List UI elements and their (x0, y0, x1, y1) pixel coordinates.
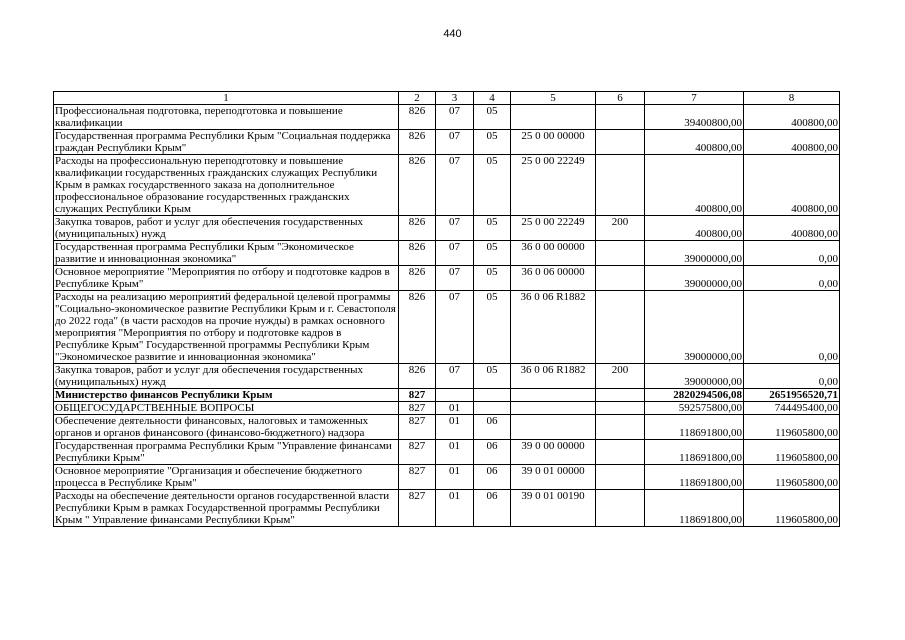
table-row (54, 415, 840, 440)
table-row (54, 465, 840, 490)
expense-type-code (596, 291, 645, 364)
row-name: Профессиональная подготовка, переподготовка и повышение квалификации (54, 105, 399, 130)
row-name: Государственная программа Республики Крым "Управление финансами Республики Крым" (54, 440, 399, 465)
expense-type-code (596, 465, 645, 490)
chapter-code: 827 (399, 415, 436, 440)
target-article-code (511, 415, 596, 440)
amount-year-1: 118691800,00 (645, 415, 744, 440)
amount-year-2: 0,00 (744, 241, 840, 266)
budget-table (53, 91, 840, 527)
amount-year-1: 39000000,00 (645, 266, 744, 291)
chapter-code: 827 (399, 440, 436, 465)
row-name: Основное мероприятие "Мероприятия по отбору и подготовке кадров в Республике Крым" (54, 266, 399, 291)
subsection-code: 05 (474, 105, 511, 130)
row-name: Государственная программа Республики Крым "Экономическое развитие и инновационная экономика" (54, 241, 399, 266)
table-row (54, 364, 840, 389)
section-code (436, 389, 474, 402)
header-cell: 5 (511, 92, 596, 105)
amount-year-2: 0,00 (744, 291, 840, 364)
amount-year-2: 0,00 (744, 364, 840, 389)
chapter-code: 826 (399, 241, 436, 266)
target-article-code: 36 0 06 R1882 (511, 291, 596, 364)
section-code: 07 (436, 155, 474, 216)
chapter-code: 826 (399, 364, 436, 389)
chapter-code: 826 (399, 105, 436, 130)
subsection-code: 05 (474, 364, 511, 389)
subsection-code: 06 (474, 490, 511, 527)
amount-year-1: 400800,00 (645, 130, 744, 155)
section-code: 07 (436, 105, 474, 130)
amount-year-2: 400800,00 (744, 155, 840, 216)
amount-year-1: 118691800,00 (645, 440, 744, 465)
section-code: 07 (436, 266, 474, 291)
section-code: 07 (436, 216, 474, 241)
target-article-code (511, 402, 596, 415)
expense-type-code (596, 440, 645, 465)
target-article-code: 25 0 00 00000 (511, 130, 596, 155)
amount-year-1: 39400800,00 (645, 105, 744, 130)
section-code: 07 (436, 130, 474, 155)
subsection-code: 05 (474, 291, 511, 364)
subsection-code: 06 (474, 415, 511, 440)
subsection-code: 06 (474, 465, 511, 490)
section-code: 01 (436, 415, 474, 440)
amount-year-2: 119605800,00 (744, 415, 840, 440)
section-code: 01 (436, 402, 474, 415)
expense-type-code: 200 (596, 364, 645, 389)
row-name: Расходы на реализацию мероприятий федеральной целевой программы "Социально-экономическое развитие Республики Крым и г. Севастополя до 2022 года" (в части расходов на прочие нужды) в рамках основного мероприятия "Мероприятия по отбору и подготовке кадров в Республике Крым" Государственной программы Республики Крым "Экономическое развитие и инновационная экономика" (54, 291, 399, 364)
amount-year-2: 400800,00 (744, 105, 840, 130)
table-row (54, 490, 840, 527)
row-name: Расходы на профессиональную переподготовку и повышение квалификации государственных гражданских служащих Республики Крым в рамках государственного заказа на дополнительное профессиональное образование государственных гражданских служащих Республики Крым (54, 155, 399, 216)
row-name: ОБЩЕГОСУДАРСТВЕННЫЕ ВОПРОСЫ (54, 402, 399, 415)
table-row (54, 130, 840, 155)
amount-year-1: 592575800,00 (645, 402, 744, 415)
amount-year-2: 400800,00 (744, 130, 840, 155)
table-row (54, 266, 840, 291)
header-cell: 4 (474, 92, 511, 105)
row-name: Расходы на обеспечение деятельности органов государственной власти Республики Крым в рамках Государственной программы Республики Крым " Управление финансами Республики Крым" (54, 490, 399, 527)
amount-year-2: 400800,00 (744, 216, 840, 241)
expense-type-code (596, 415, 645, 440)
chapter-code: 827 (399, 389, 436, 402)
target-article-code: 39 0 01 00000 (511, 465, 596, 490)
target-article-code: 25 0 00 22249 (511, 155, 596, 216)
amount-year-1: 118691800,00 (645, 490, 744, 527)
row-name: Министерство финансов Республики Крым (54, 389, 399, 402)
target-article-code (511, 389, 596, 402)
subsection-code (474, 402, 511, 415)
header-cell: 6 (596, 92, 645, 105)
expense-type-code (596, 130, 645, 155)
chapter-code: 827 (399, 490, 436, 527)
expense-type-code (596, 155, 645, 216)
page-number: 440 (443, 28, 462, 40)
row-name: Закупка товаров, работ и услуг для обеспечения государственных (муниципальных) нужд (54, 364, 399, 389)
table-row (54, 440, 840, 465)
section-code: 01 (436, 440, 474, 465)
amount-year-2: 119605800,00 (744, 440, 840, 465)
amount-year-1: 39000000,00 (645, 241, 744, 266)
amount-year-2: 744495400,00 (744, 402, 840, 415)
row-name: Основное мероприятие "Организация и обеспечение бюджетного процесса в Республике Крым" (54, 465, 399, 490)
table-row (54, 291, 840, 364)
header-cell: 7 (645, 92, 744, 105)
target-article-code (511, 105, 596, 130)
header-cell: 8 (744, 92, 840, 105)
chapter-code: 827 (399, 402, 436, 415)
header-cell: 1 (54, 92, 399, 105)
expense-type-code (596, 389, 645, 402)
table-row (54, 105, 840, 130)
target-article-code: 39 0 01 00190 (511, 490, 596, 527)
subsection-code: 05 (474, 216, 511, 241)
amount-year-1: 400800,00 (645, 216, 744, 241)
chapter-code: 826 (399, 130, 436, 155)
row-name: Обеспечение деятельности финансовых, налоговых и таможенных органов и органов финансового (финансово-бюджетного) надзора (54, 415, 399, 440)
amount-year-2: 119605800,00 (744, 490, 840, 527)
row-name: Государственная программа Республики Крым "Социальная поддержка граждан Республики Крым" (54, 130, 399, 155)
section-code: 01 (436, 465, 474, 490)
chapter-code: 826 (399, 291, 436, 364)
section-code: 07 (436, 241, 474, 266)
subsection-code (474, 389, 511, 402)
table-row (54, 389, 840, 402)
subsection-code: 06 (474, 440, 511, 465)
table-header-row (54, 92, 840, 105)
header-cell: 2 (399, 92, 436, 105)
section-code: 01 (436, 490, 474, 527)
target-article-code: 25 0 00 22249 (511, 216, 596, 241)
amount-year-1: 39000000,00 (645, 364, 744, 389)
expense-type-code (596, 490, 645, 527)
subsection-code: 05 (474, 155, 511, 216)
target-article-code: 36 0 06 00000 (511, 266, 596, 291)
amount-year-1: 118691800,00 (645, 465, 744, 490)
expense-type-code: 200 (596, 216, 645, 241)
section-code: 07 (436, 364, 474, 389)
header-cell: 3 (436, 92, 474, 105)
expense-type-code (596, 266, 645, 291)
subsection-code: 05 (474, 130, 511, 155)
amount-year-1: 2820294506,08 (645, 389, 744, 402)
chapter-code: 827 (399, 465, 436, 490)
subsection-code: 05 (474, 266, 511, 291)
amount-year-2: 0,00 (744, 266, 840, 291)
target-article-code: 36 0 00 00000 (511, 241, 596, 266)
row-name: Закупка товаров, работ и услуг для обеспечения государственных (муниципальных) нужд (54, 216, 399, 241)
table-row (54, 216, 840, 241)
section-code: 07 (436, 291, 474, 364)
subsection-code: 05 (474, 241, 511, 266)
target-article-code: 36 0 06 R1882 (511, 364, 596, 389)
chapter-code: 826 (399, 266, 436, 291)
expense-type-code (596, 105, 645, 130)
expense-type-code (596, 241, 645, 266)
table-row (54, 402, 840, 415)
amount-year-2: 2651956520,71 (744, 389, 840, 402)
chapter-code: 826 (399, 216, 436, 241)
target-article-code: 39 0 00 00000 (511, 440, 596, 465)
table-row (54, 155, 840, 216)
table-row (54, 241, 840, 266)
amount-year-1: 400800,00 (645, 155, 744, 216)
expense-type-code (596, 402, 645, 415)
amount-year-1: 39000000,00 (645, 291, 744, 364)
amount-year-2: 119605800,00 (744, 465, 840, 490)
chapter-code: 826 (399, 155, 436, 216)
